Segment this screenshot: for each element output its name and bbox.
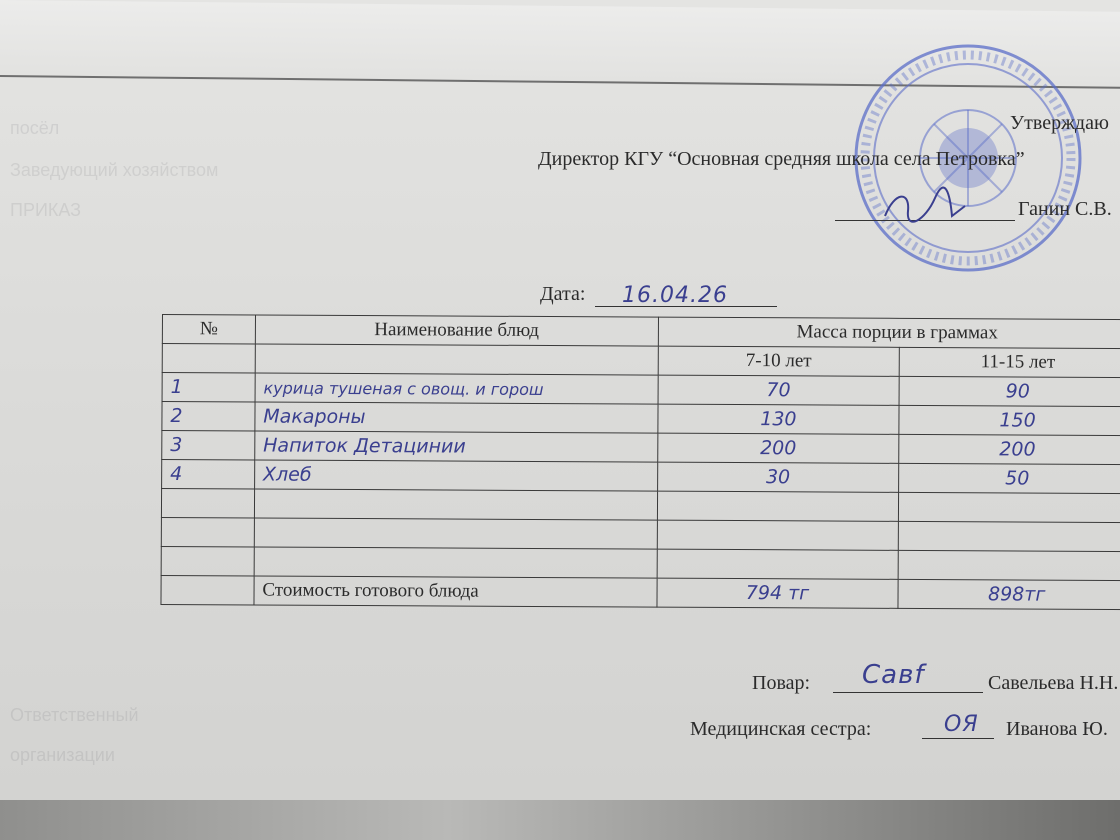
- header-age-11-15: 11-15 лет: [899, 347, 1120, 377]
- row-mass-7-10: 130: [657, 404, 899, 434]
- header-dish: Наименование блюд: [255, 315, 658, 346]
- cost-7-10: 794 тг: [657, 578, 899, 608]
- cook-signature-line: [833, 692, 983, 693]
- cost-11-15: 898тг: [898, 579, 1120, 609]
- cook-name: Савельева Н.Н.: [988, 672, 1119, 694]
- header-mass: Масса порции в граммах: [658, 317, 1120, 349]
- table-surface-edge: [0, 800, 1120, 840]
- row-mass-11-15: 50: [899, 463, 1120, 493]
- director-title: Директор КГУ “Основная средняя школа села Петровка”: [538, 148, 1025, 170]
- row-dish: Макароны: [255, 402, 658, 433]
- row-mass-7-10: 30: [657, 462, 899, 492]
- bleed-through-text: организации: [10, 745, 115, 765]
- row-mass-11-15: 200: [899, 434, 1120, 464]
- menu-table: [160, 314, 1120, 610]
- cook-signature: Савf: [862, 660, 925, 690]
- nurse-signature-line: [922, 738, 994, 739]
- director-name: Ганин С.В.: [1018, 198, 1112, 220]
- row-number: 3: [162, 431, 255, 460]
- cook-label: Повар:: [752, 672, 811, 694]
- row-mass-7-10: 70: [658, 375, 900, 405]
- row-dish: курица тушеная с овощ. и горош: [255, 373, 658, 404]
- nurse-name: Иванова Ю.: [1006, 718, 1108, 740]
- row-mass-11-15: 90: [899, 376, 1120, 406]
- row-dish: Напиток Детацинии: [255, 431, 658, 462]
- cost-label: Стоимость готового блюда: [254, 576, 657, 607]
- row-mass-11-15: 150: [899, 405, 1120, 435]
- header-age-7-10: 7-10 лет: [658, 346, 900, 376]
- row-number: 1: [162, 373, 255, 402]
- bleed-through-text: Ответственный: [10, 705, 139, 725]
- nurse-label: Медицинская сестра:: [690, 718, 872, 740]
- date-value: 16.04.26: [622, 283, 728, 308]
- bleed-through-text: ПРИКАЗ: [10, 200, 82, 220]
- director-signature: [880, 186, 970, 226]
- row-number: 4: [162, 460, 255, 489]
- approve-label: Утверждаю: [1010, 112, 1109, 134]
- row-number: 2: [162, 402, 255, 431]
- header-number: №: [162, 315, 255, 344]
- date-label: Дата:: [540, 283, 586, 305]
- bleed-through-text: посёл: [10, 118, 60, 138]
- row-mass-7-10: 200: [657, 433, 899, 463]
- table-cost-row: [161, 575, 1120, 609]
- bleed-through-text: Заведующий хозяйством: [10, 160, 219, 180]
- row-dish: Хлеб: [254, 460, 657, 491]
- nurse-signature: ОЯ: [944, 712, 979, 737]
